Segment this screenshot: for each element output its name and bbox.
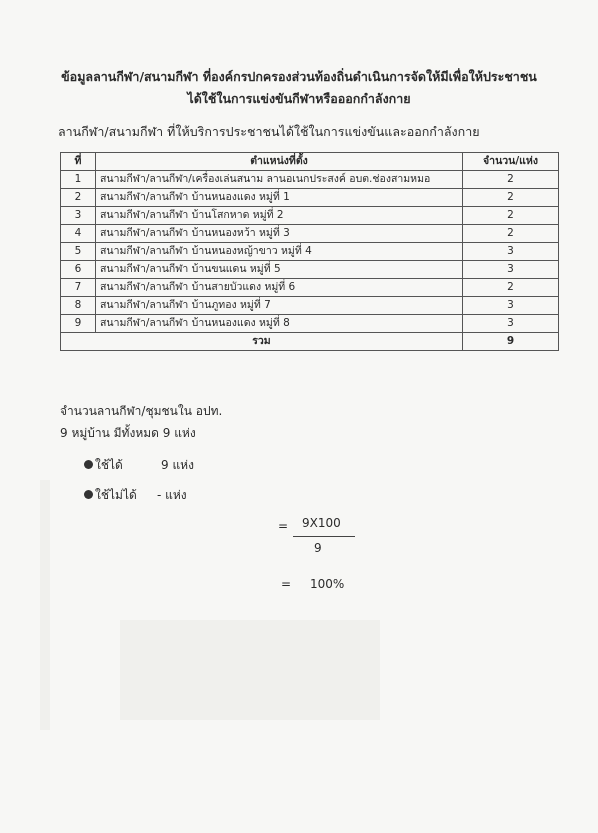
row-count: 2 — [463, 279, 559, 297]
document-title-line1: ข้อมูลลานกีฬา/สนามกีฬา ที่องค์กรปกครองส่วนท้องถิ่นดำเนินการจัดให้มีเพื่อให้ประชาชน — [61, 69, 537, 84]
formula-numerator: 9X100 — [302, 516, 341, 530]
row-no: 6 — [61, 261, 96, 279]
row-count: 3 — [463, 243, 559, 261]
row-location: สนามกีฬา/ลานกีฬา บ้านหนองแดง หมู่ที่ 1 — [96, 189, 463, 207]
row-count: 2 — [463, 189, 559, 207]
header-count: จำนวน/แห่ง — [463, 153, 559, 171]
bullet-icon — [84, 460, 93, 469]
header-no: ที่ — [61, 153, 96, 171]
table-row — [61, 243, 559, 261]
row-location: สนามกีฬา/ลานกีฬา บ้านหนองหว้า หมู่ที่ 3 — [96, 225, 463, 243]
bleed-through-mark — [120, 620, 380, 720]
unusable-label: ใช้ไม่ได้ — [95, 488, 137, 502]
document-title-line2: ได้ใช้ในการแข่งขันกีฬาหรือออกกำลังกาย — [187, 91, 411, 106]
row-location: สนามกีฬา/ลานกีฬา บ้านหนองหญ้าขาว หมู่ที่ 4 — [96, 243, 463, 261]
table-row — [61, 297, 559, 315]
row-count: 3 — [463, 297, 559, 315]
table-row — [61, 171, 559, 189]
usable-label: ใช้ได้ — [95, 458, 123, 472]
bleed-through-mark — [40, 480, 50, 730]
table-row — [61, 207, 559, 225]
row-count: 3 — [463, 315, 559, 333]
formula-equals-2: = — [281, 577, 292, 591]
summary-line1: จำนวนลานกีฬา/ชุมชนใน อปท. — [60, 404, 223, 418]
row-location: สนามกีฬา/ลานกีฬา บ้านหนองแดง หมู่ที่ 8 — [96, 315, 463, 333]
row-count: 2 — [463, 171, 559, 189]
table-total-row — [61, 333, 559, 351]
header-location: ตำแหน่งที่ตั้ง — [96, 153, 463, 171]
row-no: 7 — [61, 279, 96, 297]
summary-line2: 9 หมู่บ้าน มีทั้งหมด 9 แห่ง — [60, 426, 196, 440]
total-label: รวม — [61, 333, 463, 351]
row-location: สนามกีฬา/ลานกีฬา บ้านสายบัวแดง หมู่ที่ 6 — [96, 279, 463, 297]
formula-equals-1: = — [278, 519, 289, 533]
row-count: 2 — [463, 207, 559, 225]
facilities-table — [60, 152, 559, 351]
row-no: 1 — [61, 171, 96, 189]
unusable-item — [84, 486, 137, 505]
table-row — [61, 225, 559, 243]
row-no: 5 — [61, 243, 96, 261]
row-no: 8 — [61, 297, 96, 315]
row-location: สนามกีฬา/ลานกีฬา บ้านขนแดน หมู่ที่ 5 — [96, 261, 463, 279]
fraction-line — [293, 536, 355, 537]
formula-denominator: 9 — [314, 541, 322, 555]
table-row — [61, 189, 559, 207]
table-header-row — [61, 153, 559, 171]
row-no: 2 — [61, 189, 96, 207]
bullet-icon — [84, 490, 93, 499]
row-location: สนามกีฬา/ลานกีฬา/เครื่องเล่นสนาม ลานอเนกประสงค์ อบต.ช่องสามหมอ — [96, 171, 463, 189]
row-no: 3 — [61, 207, 96, 225]
usable-item — [84, 456, 123, 475]
table-row — [61, 315, 559, 333]
total-value: 9 — [463, 333, 559, 351]
row-no: 4 — [61, 225, 96, 243]
table-caption: ลานกีฬา/สนามกีฬา ที่ให้บริการประชาชนได้ใช้ในการแข่งขันและออกกำลังกาย — [58, 124, 480, 139]
table-row — [61, 261, 559, 279]
unusable-value: - แห่ง — [157, 488, 187, 502]
table-row — [61, 279, 559, 297]
row-location: สนามกีฬา/ลานกีฬา บ้านโสกหาด หมู่ที่ 2 — [96, 207, 463, 225]
usable-value: 9 แห่ง — [161, 458, 194, 472]
row-no: 9 — [61, 315, 96, 333]
row-location: สนามกีฬา/ลานกีฬา บ้านภูทอง หมู่ที่ 7 — [96, 297, 463, 315]
row-count: 3 — [463, 261, 559, 279]
row-count: 2 — [463, 225, 559, 243]
formula-result: 100% — [310, 577, 345, 591]
